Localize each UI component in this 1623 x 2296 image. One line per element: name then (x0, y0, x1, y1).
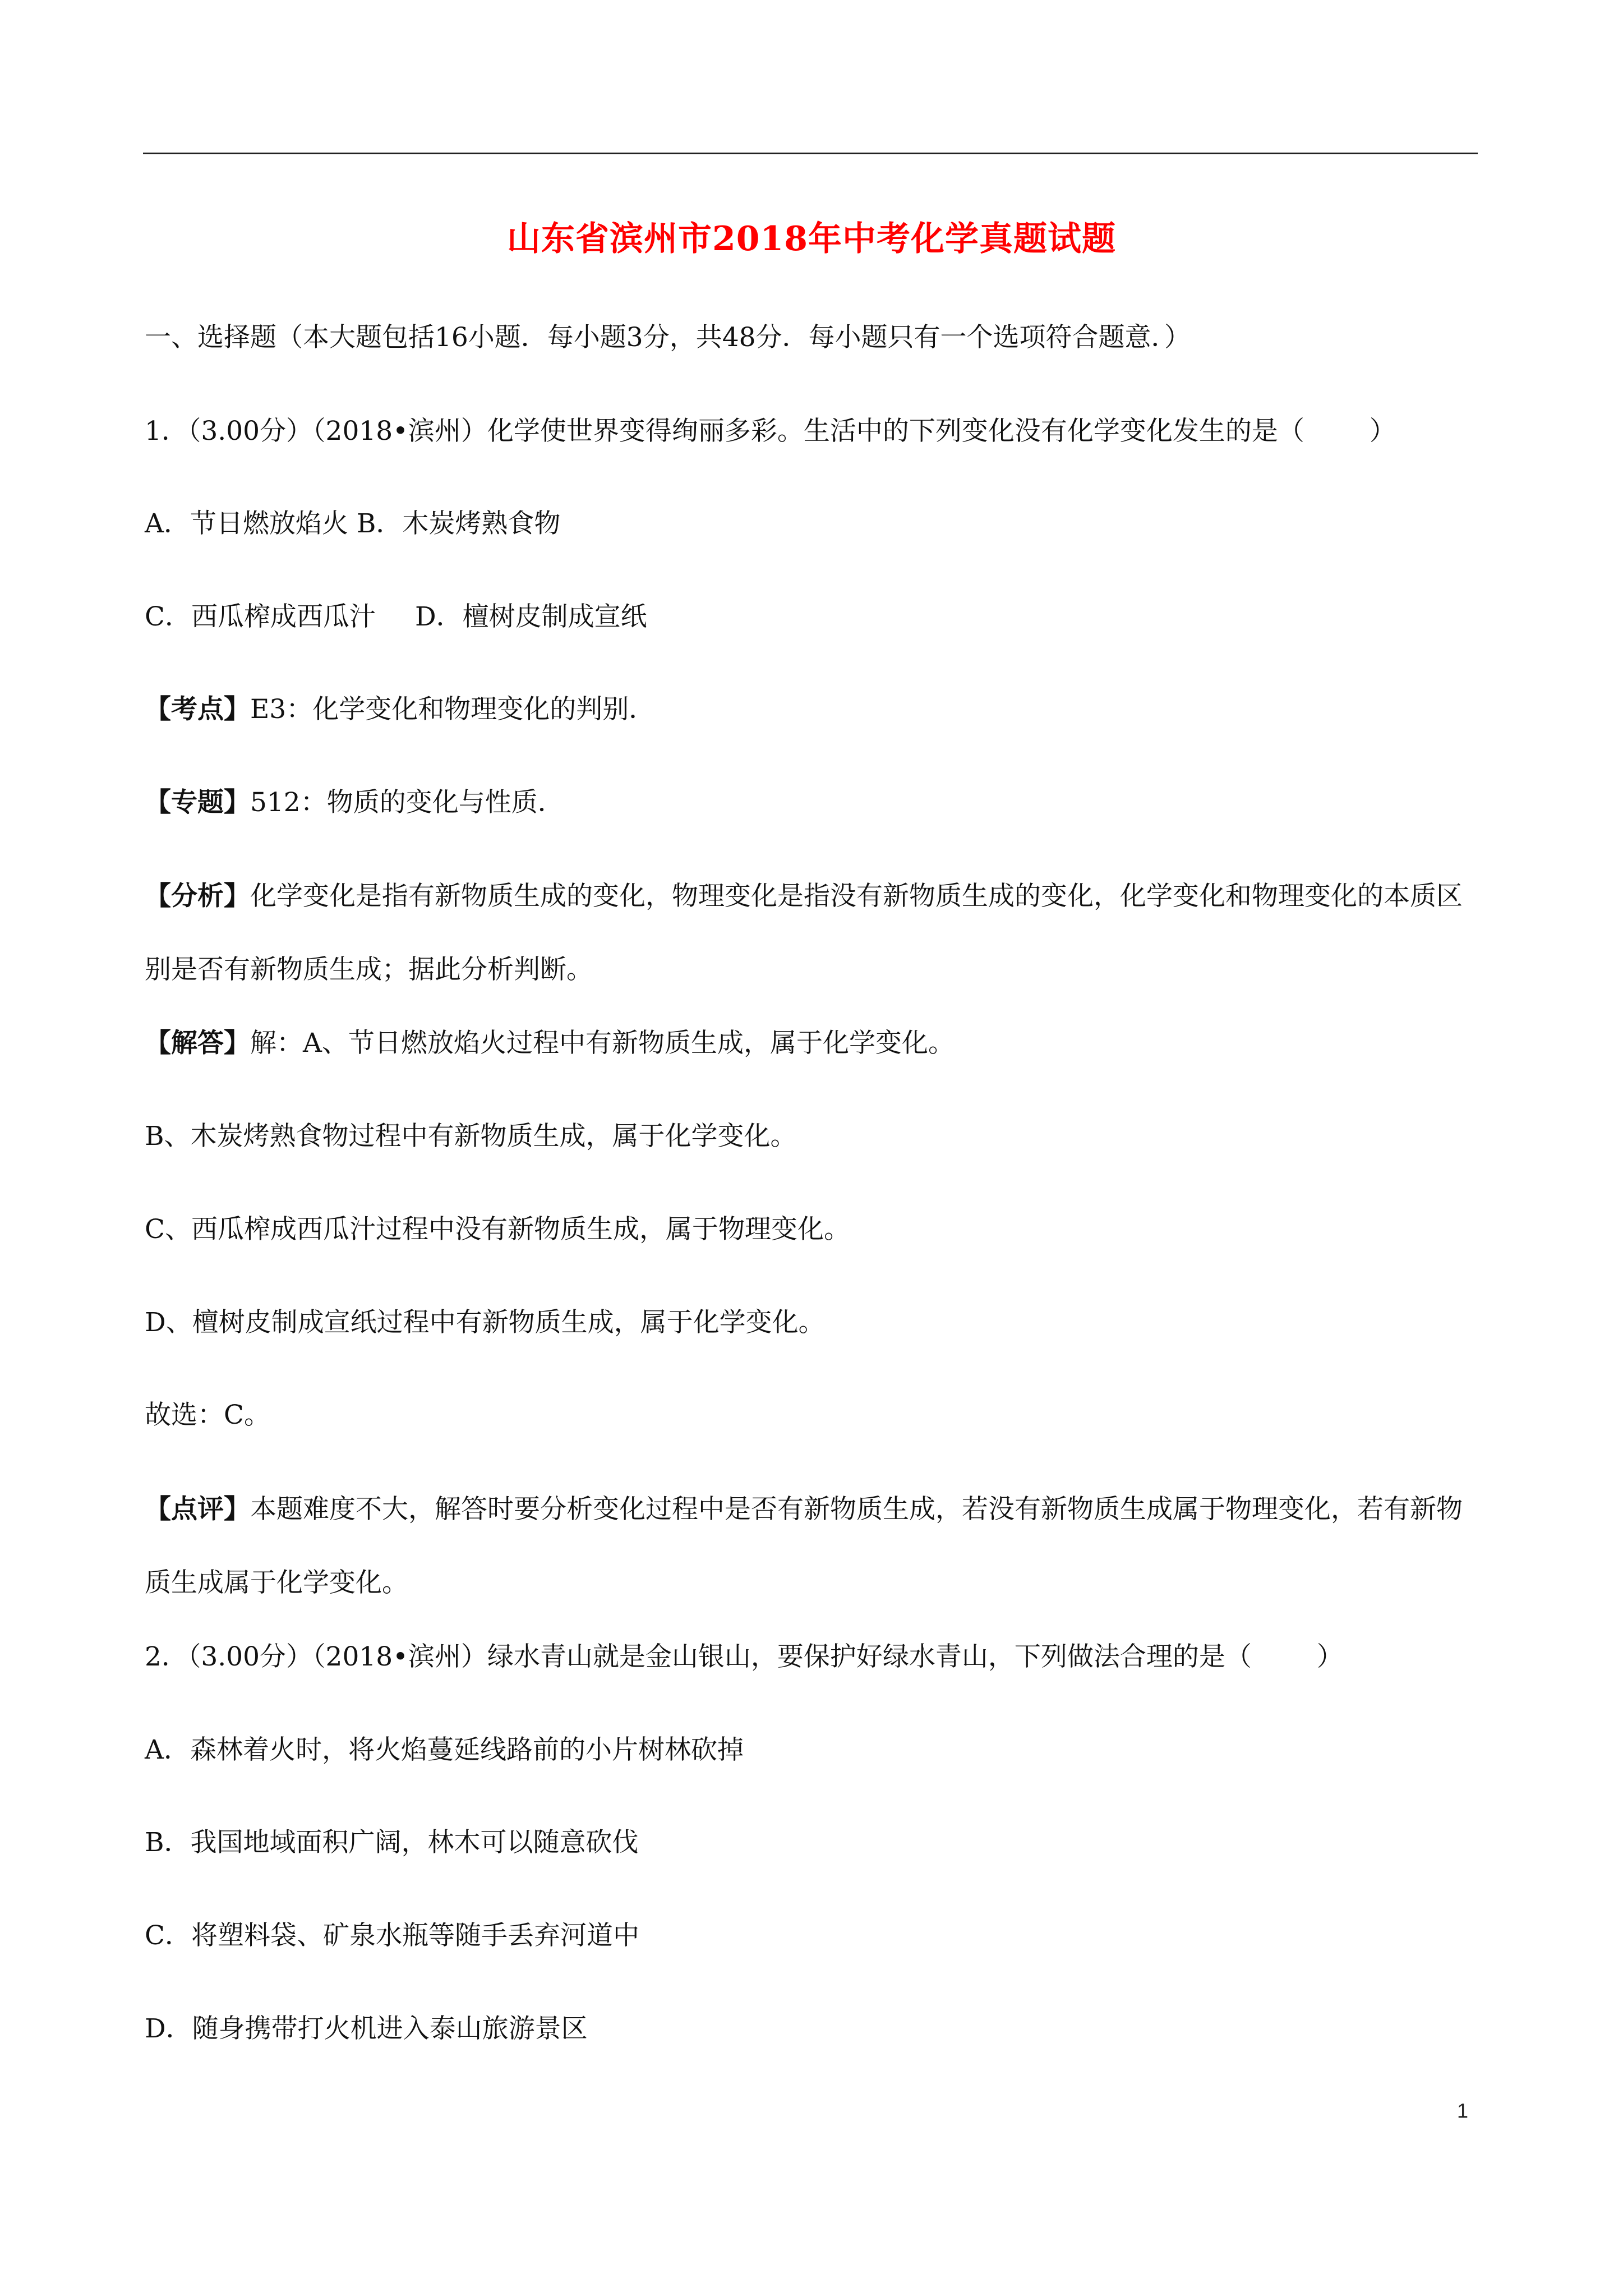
question-1-jieda (145, 1025, 955, 1061)
zhuanti-text: 512：物质的变化与性质． (250, 787, 564, 818)
question-1-answer: 故选：C。 (145, 1400, 270, 1430)
question-1-stem-close: ） (1369, 416, 1396, 447)
page-number: 1 (1457, 2099, 1469, 2122)
question-2-option-a: A．森林着火时，将火焰蔓延线路前的小片树林砍掉 (145, 1734, 744, 1765)
question-1-dianping (145, 1473, 1479, 1619)
question-1-jieda-d: D、檀树皮制成宣纸过程中有新物质生成，属于化学变化。 (145, 1307, 825, 1338)
question-1-zhuanti (145, 785, 564, 821)
question-1-stem (145, 413, 1396, 449)
kaodian-tag: 【考点】 (145, 694, 250, 725)
question-2-stem (145, 1639, 1343, 1675)
dianping-tag: 【点评】 (145, 1494, 250, 1525)
question-1-jieda-c: C、西瓜榨成西瓜汁过程中没有新物质生成，属于物理变化。 (145, 1214, 850, 1245)
question-2-stem-text: 2．（3.00分）（2018•滨州）绿水青山就是金山银山，要保护好绿水青山，下列做法合理的是（ (145, 1641, 1252, 1672)
question-1-option-d: D．檀树皮制成宣纸 (414, 601, 647, 632)
dianping-text: 本题难度不大，解答时要分析变化过程中是否有新物质生成，若没有新物质生成属于物理变化，若有新物质生成属于化学变化。 (145, 1494, 1463, 1598)
question-2-stem-close: ） (1316, 1641, 1343, 1672)
question-2-option-d: D．随身携带打火机进入泰山旅游景区 (145, 2013, 588, 2044)
question-1-option-c: C．西瓜榨成西瓜汁 (145, 601, 376, 632)
question-1-fenxi (145, 859, 1479, 1006)
zhuanti-tag: 【专题】 (145, 787, 250, 818)
question-1-kaodian (145, 692, 655, 728)
question-1-options-ab: A．节日燃放焰火 B．木炭烤熟食物 (145, 508, 561, 539)
section-heading: 一、选择题（本大题包括16小题．每小题3分，共48分．每小题只有一个选项符合题意．） (145, 322, 1191, 353)
question-1-stem-text: 1．（3.00分）（2018•滨州）化学使世界变得绚丽多彩。生活中的下列变化没有化学变化发生的是（ (145, 416, 1304, 447)
jieda-text: 解：A、节日燃放焰火过程中有新物质生成，属于化学变化。 (250, 1028, 955, 1059)
fenxi-text: 化学变化是指有新物质生成的变化，物理变化是指没有新物质生成的变化，化学变化和物理变化的本质区别是否有新物质生成；据此分析判断。 (145, 881, 1463, 985)
question-1-jieda-b: B、木炭烤熟食物过程中有新物质生成，属于化学变化。 (145, 1121, 797, 1152)
fenxi-tag: 【分析】 (145, 881, 250, 912)
question-1-options-cd (145, 599, 647, 635)
document-title: 山东省滨州市2018年中考化学真题试题 (507, 219, 1116, 259)
question-2-option-b: B．我国地域面积广阔，林木可以随意砍伐 (145, 1827, 639, 1858)
question-2-option-c: C．将塑料袋、矿泉水瓶等随手丢弃河道中 (145, 1920, 639, 1951)
jieda-tag: 【解答】 (145, 1028, 250, 1059)
kaodian-text: E3：化学变化和物理变化的判别． (250, 694, 656, 725)
header-rule (143, 153, 1478, 154)
